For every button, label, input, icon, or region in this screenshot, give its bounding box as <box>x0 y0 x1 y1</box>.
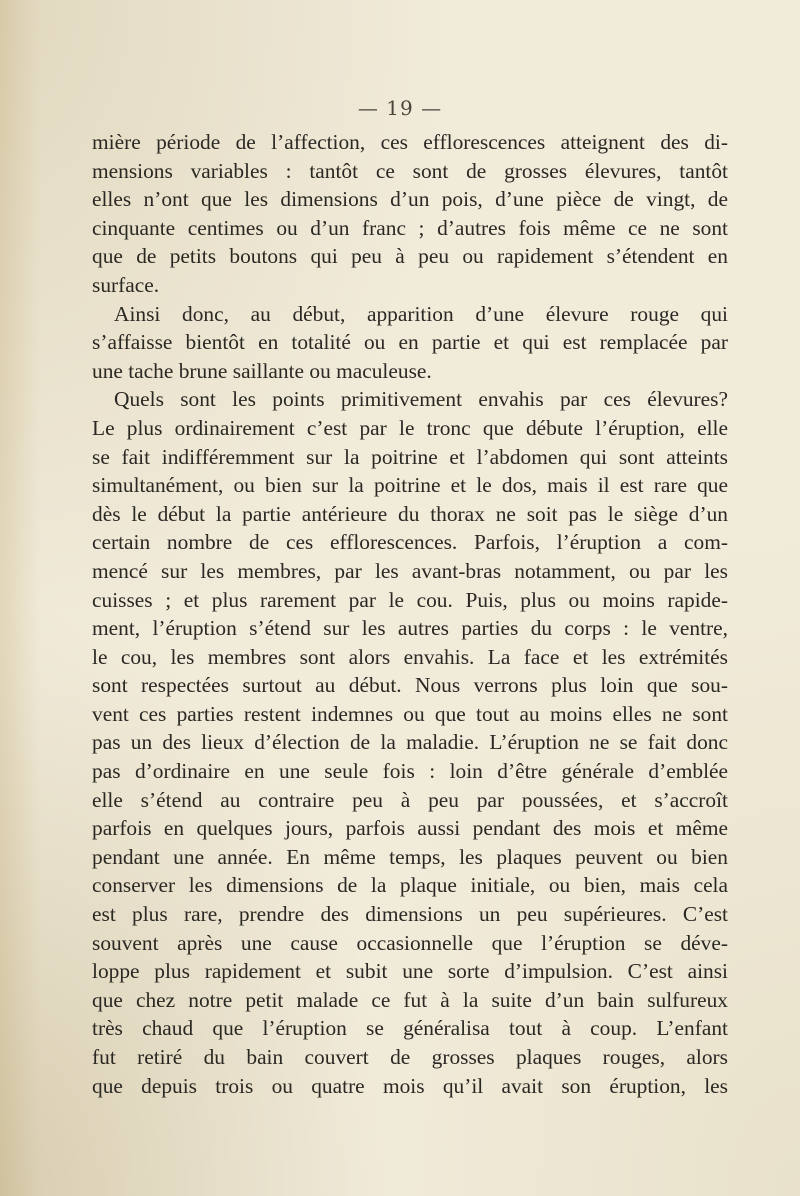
body-text <box>92 128 728 1100</box>
text-line: loppe plus rapidement et subit une sorte d’impulsion. C’est ainsi <box>92 959 728 984</box>
text-line: Ainsi donc, au début, apparition d’une élevure rouge qui <box>114 301 728 326</box>
text-line: pas un des lieux d’élection de la maladie. L’éruption ne se fait donc <box>92 730 728 755</box>
text-line: cuisses ; et plus rarement par le cou. Puis, plus ou moins rapide- <box>92 587 728 612</box>
text-line: sont respectées surtout au début. Nous verrons plus loin que sou- <box>92 673 728 698</box>
text-line: ment, l’éruption s’étend sur les autres parties du corps : le ventre, <box>92 616 728 641</box>
text-line: est plus rare, prendre des dimensions un peu supérieures. C’est <box>92 902 728 927</box>
text-line: vent ces parties restent indemnes ou que tout au moins elles ne sont <box>92 701 728 726</box>
text-line: dès le début la partie antérieure du thorax ne soit pas le siège d’un <box>92 501 728 526</box>
text-line: mensions variables : tantôt ce sont de grosses élevures, tantôt <box>92 158 728 183</box>
text-line: cinquante centimes ou d’un franc ; d’autres fois même ce ne sont <box>92 215 728 240</box>
text-line: fut retiré du bain couvert de grosses plaques rouges, alors <box>92 1045 728 1069</box>
text-line: se fait indifféremment sur la poitrine et l’abdomen qui sont atteints <box>92 444 728 469</box>
page-number: — 19 — <box>357 96 443 120</box>
text-line: Le plus ordinairement c’est par le tronc que débute l’éruption, elle <box>92 415 728 440</box>
text-line: que de petits boutons qui peu à peu ou rapidement s’étendent en <box>92 244 728 269</box>
text-line: Quels sont les points primitivement envahis par ces élevures? <box>114 387 728 412</box>
text-line: souvent après une cause occasionnelle que l’éruption se déve- <box>92 930 728 955</box>
text-line: très chaud que l’éruption se généralisa tout à coup. L’enfant <box>92 1016 728 1041</box>
text-line: pendant une année. En même temps, les plaques peuvent ou bien <box>92 844 728 869</box>
text-line: le cou, les membres sont alors envahis. La face et les extrémités <box>92 644 728 669</box>
text-line: surface. <box>92 272 160 297</box>
text-line: que chez notre petit malade ce fut à la suite d’un bain sulfureux <box>92 987 728 1012</box>
text-line: certain nombre de ces efflorescences. Parfois, l’éruption a com- <box>92 530 728 555</box>
text-line: parfois en quelques jours, parfois aussi pendant des mois et même <box>92 816 728 841</box>
text-line: simultanément, ou bien sur la poitrine et le dos, mais il est rare que <box>92 473 728 498</box>
text-line: elle s’étend au contraire peu à peu par poussées, et s’accroît <box>92 787 728 812</box>
text-line: mière période de l’affection, ces efflorescences atteignent des di- <box>92 130 728 154</box>
text-line: conserver les dimensions de la plaque initiale, ou bien, mais cela <box>92 873 728 898</box>
text-line: une tache brune saillante ou maculeuse. <box>92 358 432 383</box>
text-line: s’affaisse bientôt en totalité ou en partie et qui est remplacée par <box>92 330 728 355</box>
text-line: pas d’ordinaire en une seule fois : loin d’être générale d’emblée <box>92 759 728 784</box>
text-line: que depuis trois ou quatre mois qu’il avait son éruption, les <box>92 1073 728 1098</box>
text-line: mencé sur les membres, par les avant-bras notamment, ou par les <box>92 558 728 583</box>
text-line: elles n’ont que les dimensions d’un pois, d’une pièce de vingt, de <box>92 187 728 212</box>
